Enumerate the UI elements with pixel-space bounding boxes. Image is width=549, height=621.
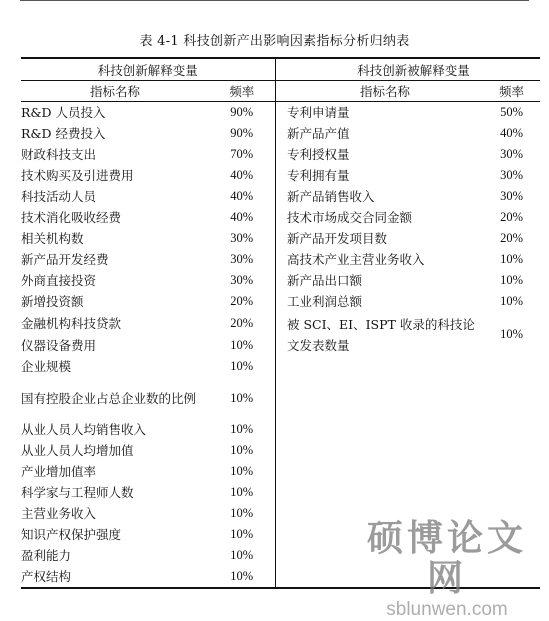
left-indicator-freq: 20% [230, 315, 254, 330]
left-indicator-freq: 10% [230, 464, 254, 478]
left-indicator-freq: 20% [230, 294, 254, 308]
right-indicator-name: 高技术产业主营业务收入 [287, 252, 425, 267]
table-row [21, 123, 540, 144]
left-indicator-freq: 30% [230, 252, 254, 266]
table-row [21, 207, 540, 228]
left-indicator-freq: 10% [230, 337, 254, 352]
left-indicator-name: 外商直接投资 [21, 273, 97, 288]
left-indicator-name: 相关机构数 [21, 231, 84, 246]
left-indicator-name: 产权结构 [21, 566, 209, 588]
table-row [21, 461, 540, 482]
right-indicator-name: 新产品出口额 [287, 273, 363, 288]
table-row [21, 270, 540, 291]
table-caption: 表 4-1 科技创新产出影响因素指标分析归纳表 [139, 34, 410, 49]
left-indicator-freq: 30% [230, 231, 254, 245]
left-indicator-freq: 90% [230, 105, 254, 119]
right-indicator-name: 新产品开发项目数 [287, 231, 388, 246]
table-row [21, 249, 540, 270]
top-rule [20, 0, 529, 3]
right-indicator-freq: 10% [500, 273, 523, 287]
left-indicator-name: 科学家与工程师人数 [21, 485, 134, 500]
table-row [21, 482, 540, 503]
left-indicator-freq: 10% [230, 359, 254, 373]
left-indicator-name: R&D 人员投入 [21, 105, 106, 120]
left-freq-header: 频率 [209, 81, 275, 102]
left-indicator-name: 从业人员人均销售收入 [21, 422, 147, 437]
table-row [21, 186, 540, 207]
left-indicator-name: 从业人员人均增加值 [21, 443, 134, 458]
left-indicator-freq: 10% [230, 548, 254, 562]
left-indicator-freq: 10% [230, 527, 254, 541]
right-indicator-freq: 30% [500, 147, 523, 161]
left-indicator-freq: 10% [230, 422, 254, 436]
right-indicator-freq: 10% [500, 294, 523, 308]
left-indicator-name: 产业增加值率 [21, 464, 97, 479]
left-indicator-name: 主营业务收入 [21, 506, 97, 521]
right-indicator-name: 技术市场成交合同金额 [287, 210, 413, 225]
left-indicator-name: R&D 经费投入 [21, 126, 106, 141]
left-indicator-freq: 90% [230, 126, 254, 140]
left-indicator-name: 新增投资额 [21, 294, 84, 309]
right-indicator-freq: 30% [500, 168, 523, 182]
table-row [21, 440, 540, 461]
watermark [357, 519, 537, 621]
left-indicator-name: 科技活动人员 [21, 189, 97, 204]
left-indicator-name: 企业规模 [21, 359, 72, 374]
table-row [21, 291, 540, 312]
table-row [21, 312, 540, 334]
left-name-header: 指标名称 [21, 81, 209, 102]
left-group-header: 科技创新解释变量 [21, 58, 275, 81]
left-indicator-name: 国有控股企业占总企业数的比例 [21, 390, 197, 406]
indicator-table [21, 57, 540, 589]
right-indicator-name: 被 SCI、EI、ISPT 收录的科技论文发表数量 [287, 317, 475, 353]
left-indicator-freq: 10% [209, 566, 275, 588]
left-indicator-name: 金融机构科技贷款 [21, 315, 122, 331]
left-indicator-freq: 70% [230, 147, 254, 161]
right-freq-header: 频率 [483, 81, 540, 102]
right-name-header: 指标名称 [287, 81, 483, 102]
watermark-url: sblunwen.com [386, 599, 508, 620]
table-row [21, 419, 540, 440]
left-indicator-freq: 10% [230, 485, 254, 499]
right-indicator-freq: 10% [500, 252, 523, 266]
right-indicator-name: 工业利润总额 [287, 294, 363, 309]
right-indicator-name: 新产品销售收入 [287, 189, 375, 204]
table-row [21, 228, 540, 249]
left-indicator-freq: 10% [230, 443, 254, 457]
left-indicator-freq: 40% [230, 210, 254, 224]
left-indicator-freq: 30% [230, 273, 254, 287]
right-indicator-freq: 20% [500, 231, 523, 245]
left-indicator-name: 新产品开发经费 [21, 252, 109, 267]
table-row [21, 165, 540, 186]
right-indicator-name: 专利申请量 [287, 105, 350, 120]
left-indicator-name: 财政科技支出 [21, 147, 97, 162]
left-indicator-freq: 10% [230, 390, 254, 405]
right-group-header: 科技创新被解释变量 [287, 58, 540, 81]
left-indicator-freq: 40% [230, 189, 254, 203]
left-indicator-name: 仪器设备费用 [21, 337, 97, 353]
right-indicator-name: 专利拥有量 [287, 168, 350, 183]
right-indicator-freq: 10% [500, 326, 523, 341]
right-indicator-freq: 20% [500, 210, 523, 224]
right-indicator-name: 新产品产值 [287, 126, 350, 141]
left-indicator-freq: 10% [230, 506, 254, 520]
right-indicator-freq: 40% [500, 126, 523, 140]
table-row [21, 102, 540, 124]
left-indicator-name: 盈利能力 [21, 548, 72, 563]
table-row [21, 377, 540, 419]
table-row [21, 356, 540, 377]
right-indicator-freq: 50% [500, 105, 523, 119]
left-indicator-freq: 40% [230, 168, 254, 182]
watermark-text: 硕博论文网 [366, 518, 527, 599]
left-indicator-name: 技术购买及引进费用 [21, 168, 134, 183]
right-indicator-name: 专利授权量 [287, 147, 350, 162]
table-row [21, 144, 540, 165]
right-indicator-freq: 30% [500, 189, 523, 203]
left-indicator-name: 知识产权保护强度 [21, 527, 122, 542]
left-indicator-name: 技术消化吸收经费 [21, 210, 122, 225]
